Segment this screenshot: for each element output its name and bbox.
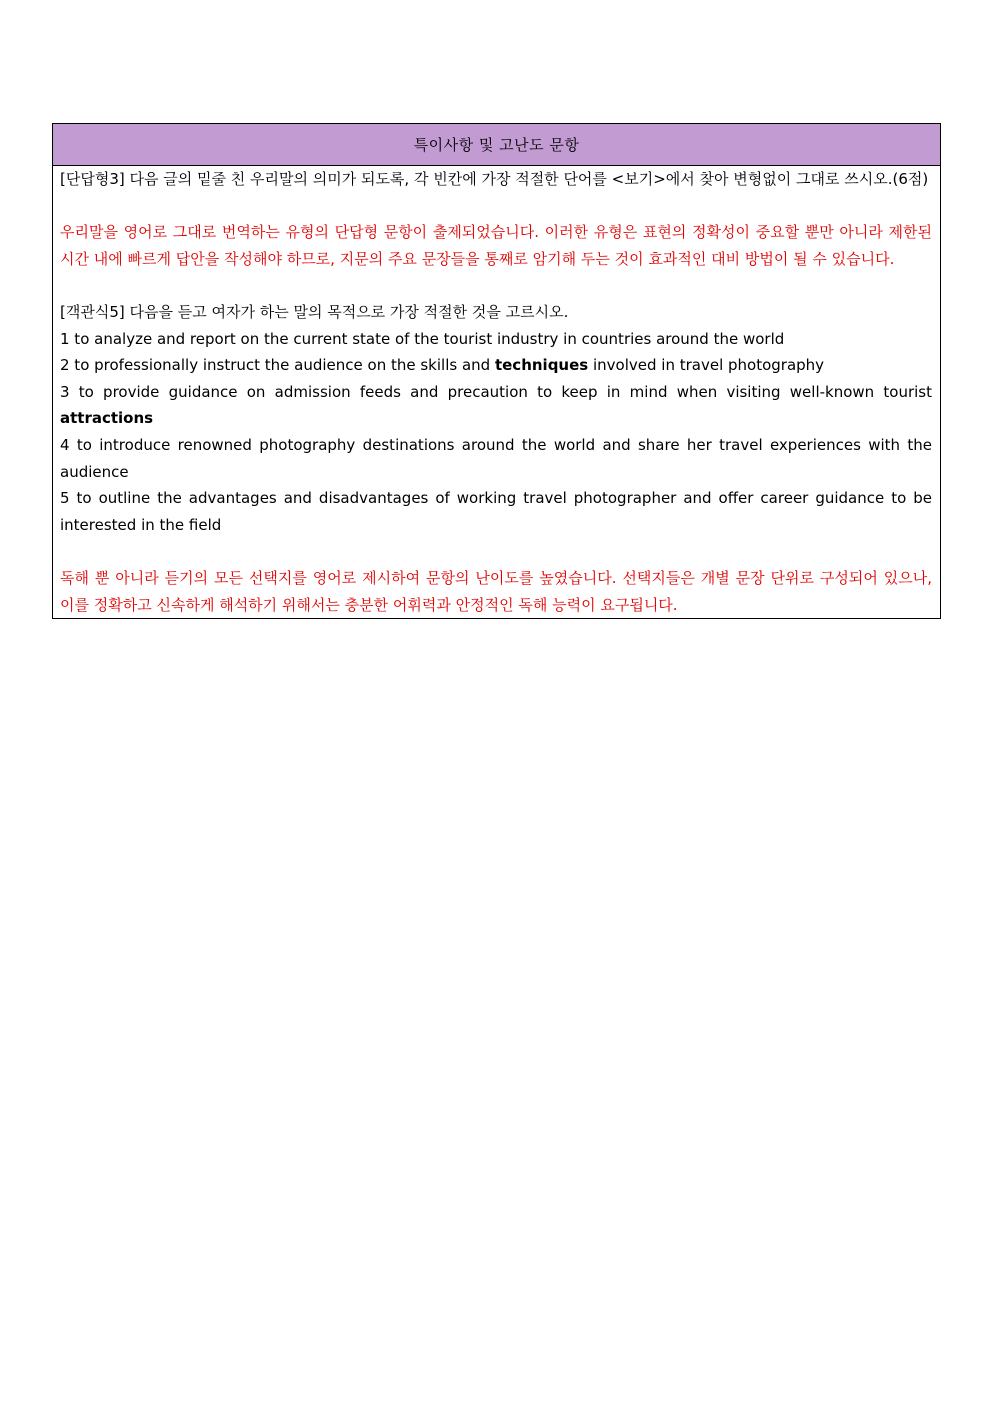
option-4-text: 4 to introduce renowned photography destinations around the world and share her travel experiences with the audience: [60, 435, 932, 481]
spacer: [60, 272, 932, 299]
option-1: [60, 326, 932, 353]
option-1-text: 1 to analyze and report on the current state of the tourist industry in countries around the world: [60, 329, 785, 348]
short-answer-comment: 우리말을 영어로 그대로 번역하는 유형의 단답형 문항이 출제되었습니다. 이러한 유형은 표현의 정확성이 중요할 뿐만 아니라 제한된 시간 내에 빠르게 답안을 작성해야 하므로, 지문의 주요 문장들을 통째로 암기해 두는 것이 효과적인 대비 방법이 될 수 있습니다.: [60, 223, 932, 268]
multiple-choice-question: [객관식5] 다음을 듣고 여자가 하는 말의 목적으로 가장 적절한 것을 고르시오.: [60, 302, 569, 321]
multiple-choice-comment: 독해 뿐 아니라 듣기의 모든 선택지를 영어로 제시하여 문항의 난이도를 높였습니다. 선택지들은 개별 문장 단위로 구성되어 있으나, 이를 정확하고 신속하게 해석하기 위해서는 충분한 어휘력과 안정적인 독해 능력이 요구됩니다.: [60, 568, 932, 614]
spacer: [60, 193, 932, 220]
special-notes-box: [52, 123, 941, 619]
option-2-text: 2 to professionally instruct the audience on the skills and: [60, 356, 495, 375]
option-3: [60, 379, 932, 432]
box-body: [53, 166, 940, 618]
option-5-text: 5 to outline the advantages and disadvantages of working travel photographer and offer career guidance to be interested in the field: [60, 489, 932, 534]
option-2-text-end: involved in travel photography: [588, 356, 825, 375]
short-answer-question: [단답형3] 다음 글의 밑줄 친 우리말의 의미가 되도록, 각 빈칸에 가장 적절한 단어를 <보기>에서 찾아 변형없이 그대로 쓰시오.(6점): [60, 170, 929, 188]
box-title: 특이사항 및 고난도 문항: [53, 124, 940, 166]
spacer: [60, 538, 932, 565]
option-4: [60, 432, 932, 485]
option-3-text: 3 to provide guidance on admission feeds and precaution to keep in mind when visiting well-known tourist: [60, 382, 932, 401]
option-2: [60, 352, 932, 379]
option-5: [60, 485, 932, 538]
option-2-bold-word: techniques: [494, 356, 589, 375]
option-3-bold-word: attractions: [60, 409, 154, 428]
